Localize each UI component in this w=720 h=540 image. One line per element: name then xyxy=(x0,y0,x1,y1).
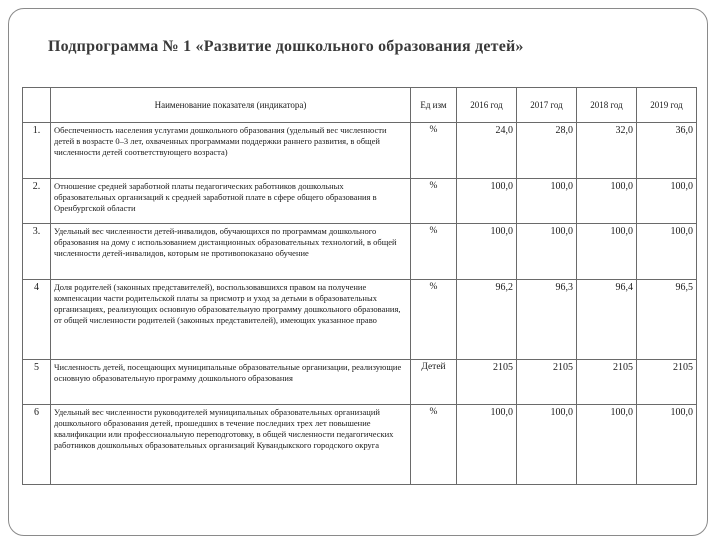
header-indicator: Наименование показателя (индикатора) xyxy=(51,88,411,123)
header-2017: 2017 год xyxy=(517,88,577,123)
header-2018: 2018 год xyxy=(577,88,637,123)
row-unit: % xyxy=(411,179,457,224)
row-value-2018: 32,0 xyxy=(577,123,637,179)
row-value-2017: 100,0 xyxy=(517,224,577,280)
table-row xyxy=(23,123,697,179)
table-header-row xyxy=(23,88,697,123)
header-num-cell xyxy=(23,88,51,123)
header-2016: 2016 год xyxy=(457,88,517,123)
row-indicator: Доля родителей (законных представителей), воспользовавшихся правом на получение компенсации части родительской платы за присмотр и уход за детьми в образовательных организациях, реализующих основную образовательную программу дошкольного образования, от общей численности родителей (законных представителей), имеющих указанное право xyxy=(51,280,411,360)
row-value-2017: 100,0 xyxy=(517,179,577,224)
row-unit: % xyxy=(411,123,457,179)
row-value-2018: 96,4 xyxy=(577,280,637,360)
row-indicator: Удельный вес численности детей-инвалидов, обучающихся по программам дошкольного образования на дому с использованием дистанционных образовательных технологий, в общей численности детей-инвалидов, которым не противопоказано обучение xyxy=(51,224,411,280)
table-row xyxy=(23,360,697,405)
row-value-2018: 100,0 xyxy=(577,405,637,485)
row-value-2019: 100,0 xyxy=(637,224,697,280)
row-unit: % xyxy=(411,280,457,360)
row-value-2019: 100,0 xyxy=(637,179,697,224)
row-value-2016: 24,0 xyxy=(457,123,517,179)
row-indicator: Численность детей, посещающих муниципальные образовательные организации, реализующие основную образовательную программу дошкольного образования xyxy=(51,360,411,405)
row-unit: Детей xyxy=(411,360,457,405)
row-number: 3. xyxy=(23,224,51,280)
row-value-2017: 28,0 xyxy=(517,123,577,179)
page-title: Подпрограмма № 1 «Развитие дошкольного образования детей» xyxy=(48,38,524,55)
table-row xyxy=(23,224,697,280)
header-unit: Ед изм xyxy=(411,88,457,123)
row-number: 4 xyxy=(23,280,51,360)
table-row xyxy=(23,179,697,224)
row-value-2016: 2105 xyxy=(457,360,517,405)
row-number: 2. xyxy=(23,179,51,224)
row-value-2019: 100,0 xyxy=(637,405,697,485)
row-value-2018: 2105 xyxy=(577,360,637,405)
row-value-2017: 2105 xyxy=(517,360,577,405)
row-unit: % xyxy=(411,405,457,485)
row-value-2017: 100,0 xyxy=(517,405,577,485)
row-indicator: Отношение средней заработной платы педагогических работников дошкольных образовательных организаций к средней заработной плате в сфере общего образования в Оренбургской области xyxy=(51,179,411,224)
row-number: 6 xyxy=(23,405,51,485)
row-value-2018: 100,0 xyxy=(577,224,637,280)
row-unit: % xyxy=(411,224,457,280)
table-row xyxy=(23,405,697,485)
row-value-2019: 2105 xyxy=(637,360,697,405)
header-2019: 2019 год xyxy=(637,88,697,123)
row-value-2018: 100,0 xyxy=(577,179,637,224)
row-number: 5 xyxy=(23,360,51,405)
row-indicator: Удельный вес численности руководителей муниципальных образовательных организаций дошкольного образования детей, прошедших в течение последних трех лет повышение квалификации или профессиональную переподготовку, в общей численности педагогических работников дошкольных образовательных организаций Кувандыкского городского округа xyxy=(51,405,411,485)
indicators-table xyxy=(22,87,697,485)
table-row xyxy=(23,280,697,360)
row-number: 1. xyxy=(23,123,51,179)
row-value-2016: 100,0 xyxy=(457,224,517,280)
row-value-2019: 96,5 xyxy=(637,280,697,360)
row-indicator: Обеспеченность населения услугами дошкольного образования (удельный вес численности детей в возрасте 0–3 лет, охваченных программами поддержки раннего развития, в общей численности детей соответствующего возраста) xyxy=(51,123,411,179)
row-value-2016: 100,0 xyxy=(457,179,517,224)
row-value-2019: 36,0 xyxy=(637,123,697,179)
row-value-2017: 96,3 xyxy=(517,280,577,360)
row-value-2016: 96,2 xyxy=(457,280,517,360)
row-value-2016: 100,0 xyxy=(457,405,517,485)
